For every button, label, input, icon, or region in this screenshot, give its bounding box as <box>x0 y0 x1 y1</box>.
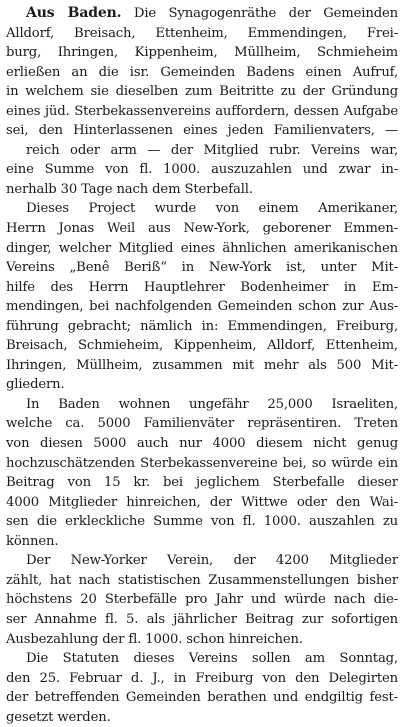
text-line: Herrn Jonas Weil aus New-York, geborener Emmen- <box>6 221 398 237</box>
text-line: den 25. Februar d. J., in Freiburg von den Delegirten <box>6 670 398 686</box>
text-line: mendingen, bei nachfolgenden Gemeinden schon zur Aus- <box>6 299 398 315</box>
paragraph-4 <box>6 551 398 649</box>
text-line: Die Statuten dieses Vereins sollen am Sonntag, <box>26 651 398 667</box>
text-line: Vereins „Benê Beriß“ in New-York ist, unter Mit- <box>6 260 398 276</box>
text-line: höchstens 20 Sterbefälle pro Jahr und würde nach die- <box>6 592 398 608</box>
text-line: Ihringen, Müllheim, zusammen mit mehr als 500 Mit- <box>6 357 398 373</box>
text-line: Beitrag von 15 kr. bei jeglichem Sterbefalle dieser <box>6 475 398 491</box>
text-line: dinger, welcher Mitglied eines ähnlichen amerikanischen <box>6 240 398 256</box>
text-line: können. <box>6 533 59 549</box>
text-line: sei, den Hinterlassenen eines jeden Familienvaters, — <box>6 123 398 139</box>
text-line: Alldorf, Breisach, Ettenheim, Emmendingen, Frei- <box>6 25 398 41</box>
text-line: eines jüd. Sterbekassenvereins auffordern, dessen Aufgabe <box>6 103 398 119</box>
text-line: hochzuschätzenden Sterbekassenvereine bei, so würde ein <box>6 455 398 471</box>
headline: Aus Baden. <box>26 5 122 21</box>
article <box>6 4 398 725</box>
text-line: eine Summe von fl. 1000. auszuzahlen und zwar in- <box>6 162 398 178</box>
paragraph-2 <box>6 199 398 394</box>
text-line: der betreffenden Gemeinden berathen und endgiltig fest- <box>6 690 398 706</box>
paragraph-3 <box>6 395 398 551</box>
paragraph-5 <box>6 649 398 727</box>
text-line: Breisach, Schmieheim, Kippenheim, Alldorf, Ettenheim, <box>6 338 398 354</box>
text-line: zählt, hat nach statistischen Zusammenstellungen bisher <box>6 572 398 588</box>
text-line: 4000 Mitglieder hinreichen, der Wittwe oder den Wai- <box>6 494 398 510</box>
text-line: von diesen 5000 auch nur 4000 diesem nicht genug <box>6 436 398 452</box>
text-line: Aus Baden. Die Synagogenräthe der Gemeinden <box>26 5 398 21</box>
text-line: in welchem sie dieselben zum Beitritte zu der Gründung <box>6 84 398 100</box>
text-line: hilfe des Herrn Hauptlehrer Bodenheimer in Em- <box>6 279 398 295</box>
paragraph-1 <box>6 4 398 199</box>
text-line: burg, Ihringen, Kippenheim, Müllheim, Schmieheim <box>6 45 398 61</box>
text-line: Dieses Project wurde von einem Amerikaner, <box>26 201 398 217</box>
text-line: welche ca. 5000 Familienväter repräsentiren. Treten <box>6 416 398 432</box>
text-line: gesetzt werden. <box>6 709 111 725</box>
text-line: Ausbezahlung der fl. 1000. schon hinreichen. <box>6 631 303 647</box>
text-line: führung gebracht; nämlich in: Emmendingen, Freiburg, <box>6 318 398 334</box>
text-line: nerhalb 30 Tage nach dem Sterbefall. <box>6 181 253 197</box>
text-line: erließen an die isr. Gemeinden Badens einen Aufruf, <box>6 64 398 80</box>
text-line: ser Annahme fl. 5. als jährlicher Beitrag zur sofortigen <box>6 611 398 627</box>
text-line: gliedern. <box>6 377 65 393</box>
text-line: sen die erkleckliche Summe von fl. 1000. auszahlen zu <box>6 514 398 530</box>
text-line: reich oder arm — der Mitglied rubr. Vereins war, <box>26 142 398 158</box>
text-line: In Baden wohnen ungefähr 25,000 Israeliten, <box>26 396 398 412</box>
text-line: Der New-Yorker Verein, der 4200 Mitglieder <box>26 553 398 569</box>
